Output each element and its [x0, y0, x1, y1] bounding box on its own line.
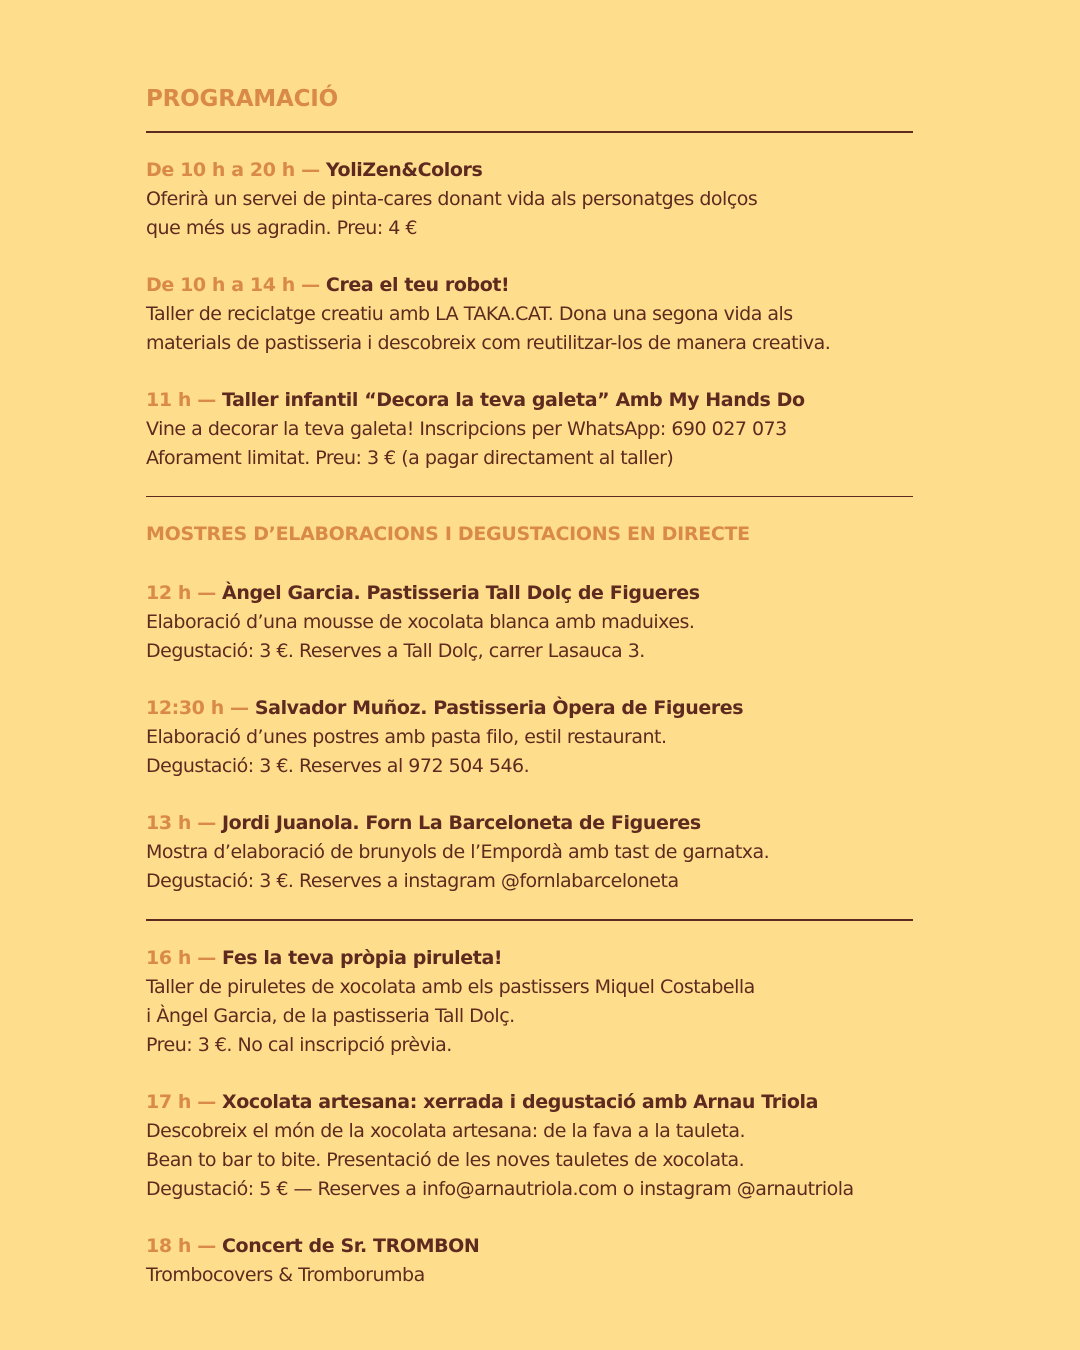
event-name: Taller infantil “Decora la teva galeta” Amb My Hands Do: [222, 388, 805, 411]
event-item: [146, 156, 913, 243]
event-time: 11 h —: [146, 388, 216, 411]
event-name: Crea el teu robot!: [325, 273, 510, 296]
event-title: [146, 809, 913, 838]
event-name: Salvador Muñoz. Pastisseria Òpera de Figueres: [254, 697, 744, 719]
event-description: [146, 1261, 913, 1290]
event-description-line: Preu: 3 €. No cal inscripció prèvia.: [146, 1033, 452, 1056]
event-description: [146, 415, 913, 473]
event-name: Fes la teva pròpia piruleta!: [222, 946, 503, 969]
event-description-line: Elaboració d’una mousse de xocolata blanca amb maduixes.: [146, 611, 695, 633]
divider: [146, 496, 913, 498]
event-title: [146, 271, 913, 300]
event-description-line: Degustació: 3 €. Reserves al 972 504 546.: [146, 755, 530, 777]
event-name: Àngel Garcia. Pastisseria Tall Dolç de Figueres: [222, 582, 700, 604]
event-description: [146, 838, 913, 896]
programme-page: [146, 84, 913, 1290]
event-item: [146, 579, 913, 666]
event-title: [146, 579, 913, 608]
event-description-line: que més us agradin. Preu: 4 €: [146, 216, 417, 239]
event-description-line: Taller de piruletes de xocolata amb els pastissers Miquel Costabella: [146, 975, 755, 998]
event-description-line: i Àngel Garcia, de la pastisseria Tall Dolç.: [146, 1004, 515, 1027]
event-description: [146, 185, 913, 243]
event-description-line: Descobreix el món de la xocolata artesana: de la fava a la tauleta.: [146, 1119, 746, 1142]
event-title: [146, 156, 913, 185]
event-description-line: Degustació: 3 €. Reserves a Tall Dolç, carrer Lasauca 3.: [146, 640, 645, 662]
event-item: [146, 271, 913, 358]
mostres-heading: MOSTRES D’ELABORACIONS I DEGUSTACIONS EN DIRECTE: [146, 523, 750, 545]
event-name: Xocolata artesana: xerrada i degustació amb Arnau Triola: [222, 1090, 819, 1113]
event-time: De 10 h a 14 h —: [146, 273, 320, 296]
event-description-line: Bean to bar to bite. Presentació de les noves tauletes de xocolata.: [146, 1148, 745, 1171]
event-description-line: Mostra d’elaboració de brunyols de l’Empordà amb tast de garnatxa.: [146, 841, 770, 863]
event-time: De 10 h a 20 h —: [146, 158, 320, 181]
event-time: 16 h —: [146, 946, 216, 969]
event-description-line: Trombocovers & Tromborumba: [146, 1263, 425, 1286]
programacio-heading: PROGRAMACIÓ: [146, 86, 338, 112]
event-name: Jordi Juanola. Forn La Barceloneta de Figueres: [222, 812, 701, 834]
event-name: Concert de Sr. TROMBON: [222, 1234, 480, 1257]
event-description: [146, 608, 913, 666]
event-description-line: Taller de reciclatge creatiu amb LA TAKA.CAT. Dona una segona vida als: [146, 302, 793, 325]
event-time: 12:30 h —: [146, 697, 249, 719]
event-description-line: Degustació: 3 €. Reserves a instagram @fornlabarceloneta: [146, 870, 679, 892]
divider: [146, 131, 913, 133]
event-item: [146, 944, 913, 1060]
event-title: [146, 694, 913, 723]
event-description: [146, 300, 913, 358]
event-title: [146, 386, 913, 415]
event-description-line: Elaboració d’unes postres amb pasta filo, estil restaurant.: [146, 726, 667, 748]
event-item: [146, 809, 913, 896]
event-time: 18 h —: [146, 1234, 216, 1257]
event-title: [146, 1232, 913, 1261]
event-item: [146, 386, 913, 473]
event-description: [146, 723, 913, 781]
event-time: 17 h —: [146, 1090, 216, 1113]
event-item: [146, 1232, 913, 1290]
divider: [146, 919, 913, 921]
event-description-line: Oferirà un servei de pinta-cares donant vida als personatges dolços: [146, 187, 758, 210]
event-name: YoliZen&Colors: [325, 158, 483, 181]
event-description: [146, 973, 913, 1060]
event-time: 13 h —: [146, 812, 216, 834]
event-description-line: materials de pastisseria i descobreix com reutilitzar-los de manera creativa.: [146, 331, 831, 354]
event-title: [146, 1088, 913, 1117]
event-title: [146, 944, 913, 973]
event-description-line: Vine a decorar la teva galeta! Inscripcions per WhatsApp: 690 027 073: [146, 417, 787, 440]
event-description: [146, 1117, 913, 1204]
event-time: 12 h —: [146, 582, 216, 604]
event-description-line: Aforament limitat. Preu: 3 € (a pagar directament al taller): [146, 446, 674, 469]
event-item: [146, 1088, 913, 1204]
event-description-line: Degustació: 5 € — Reserves a info@arnautriola.com o instagram @arnautriola: [146, 1177, 854, 1200]
event-item: [146, 694, 913, 781]
